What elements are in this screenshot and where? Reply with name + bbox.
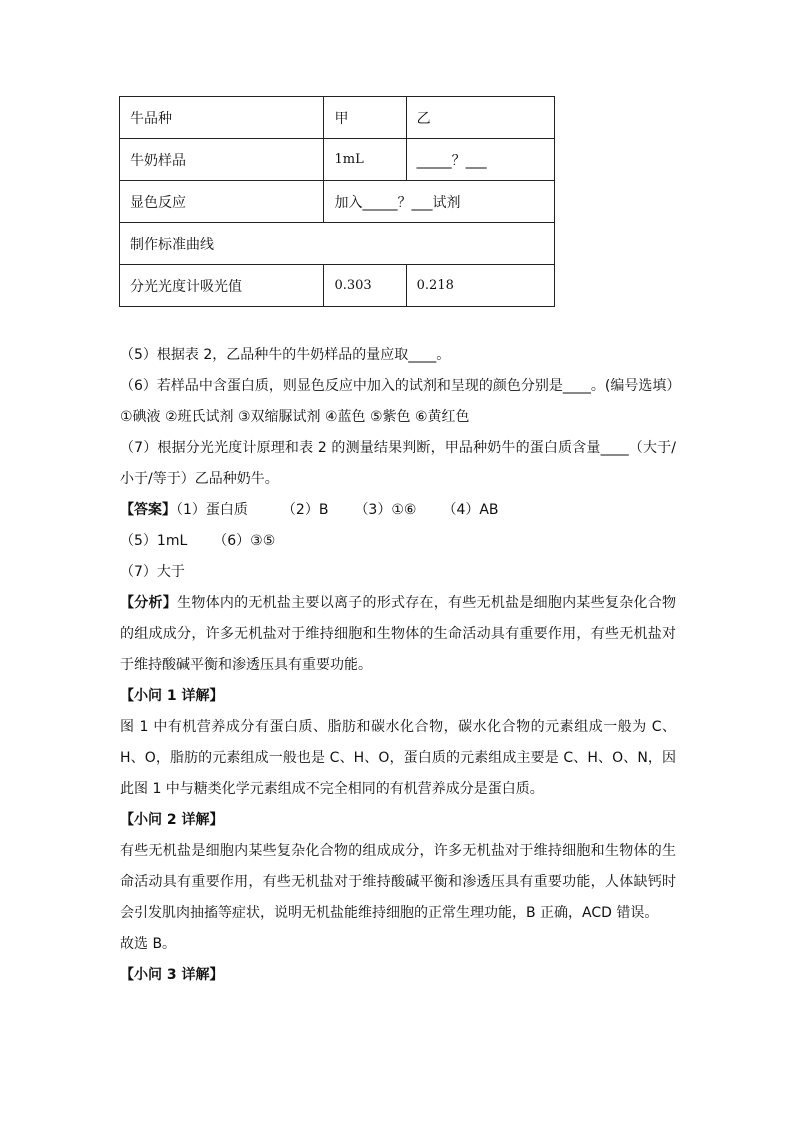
table-cell: 显色反应 bbox=[120, 181, 324, 223]
table-cell: 分光光度计吸光值 bbox=[120, 265, 324, 307]
table-row bbox=[120, 265, 555, 307]
question-7: （7）根据分光光度计原理和表 2 的测量结果判断，甲品种奶牛的蛋白质含量____（大于/小于/等于）乙品种奶牛。 bbox=[120, 440, 676, 487]
answer-line-2 bbox=[120, 526, 676, 557]
question-6: （6）若样品中含蛋白质，则显色反应中加入的试剂和呈现的颜色分别是____。(编号选填） bbox=[120, 378, 681, 394]
analysis-paragraph bbox=[120, 588, 676, 681]
table-cell: 加入_____？___试剂 bbox=[324, 181, 555, 223]
table-cell: 1mL bbox=[324, 139, 406, 181]
table-row bbox=[120, 181, 555, 223]
table-cell: 0.218 bbox=[406, 265, 554, 307]
table-row bbox=[120, 97, 555, 139]
question-5: （5）根据表 2，乙品种牛的牛奶样品的量应取____。 bbox=[120, 347, 451, 363]
table-row bbox=[120, 223, 555, 265]
answer-item: （5）1mL bbox=[120, 533, 188, 549]
data-table bbox=[119, 96, 555, 307]
section-heading: 【小问 1 详解】 bbox=[120, 688, 224, 704]
table-cell: 0.303 bbox=[324, 265, 406, 307]
answer-label: 【答案】 bbox=[120, 502, 176, 518]
section-heading: 【小问 2 详解】 bbox=[120, 812, 224, 828]
table-cell: 制作标准曲线 bbox=[120, 223, 555, 265]
table-cell: 牛奶样品 bbox=[120, 139, 324, 181]
section-paragraph: 有些无机盐是细胞内某些复杂化合物的组成成分，许多无机盐对于维持细胞和生物体的生命活动具有重要作用，有些无机盐对于维持酸碱平衡和渗透压具有重要功能，人体缺钙时会引发肌肉抽搐等症状，说明无机盐能维持细胞的正常生理功能，B 正确，ACD 错误。 bbox=[120, 843, 676, 921]
section-heading: 【小问 3 详解】 bbox=[120, 967, 224, 983]
answer-item: （3）①⑥ bbox=[354, 502, 417, 518]
body-text bbox=[120, 340, 681, 991]
section-conclusion: 故选 B。 bbox=[120, 936, 177, 952]
analysis-text: 生物体内的无机盐主要以离子的形式存在，有些无机盐是细胞内某些复杂化合物的组成成分，许多无机盐对于维持细胞和生物体的生命活动具有重要作用，有些无机盐对于维持酸碱平衡和渗透压具有重要功能。 bbox=[120, 595, 677, 673]
table-row bbox=[120, 139, 555, 181]
analysis-label: 【分析】 bbox=[120, 595, 178, 611]
table-cell: _____？___ bbox=[406, 139, 554, 181]
table-cell: 乙 bbox=[406, 97, 554, 139]
answer-item: （1）蛋白质 bbox=[176, 502, 248, 518]
table-cell: 牛品种 bbox=[120, 97, 324, 139]
question-6-options: ①碘液 ②班氏试剂 ③双缩脲试剂 ④蓝色 ⑤紫色 ⑥黄红色 bbox=[120, 409, 470, 425]
answer-item: （4）AB bbox=[442, 502, 499, 518]
table-cell: 甲 bbox=[324, 97, 406, 139]
answer-line-3: （7）大于 bbox=[120, 564, 185, 580]
section-paragraph: 图 1 中有机营养成分有蛋白质、脂肪和碳水化合物，碳水化合物的元素组成一般为 C、H、O，脂肪的元素组成一般也是 C、H、O，蛋白质的元素组成主要是 C、H、O、N，因此图 1 中与糖类化学元素组成不完全相同的有机营养成分是蛋白质。 bbox=[120, 719, 676, 797]
answer-line-1 bbox=[120, 495, 676, 526]
answer-item: （2）B bbox=[281, 502, 329, 518]
answer-item: （6）③⑤ bbox=[213, 533, 276, 549]
